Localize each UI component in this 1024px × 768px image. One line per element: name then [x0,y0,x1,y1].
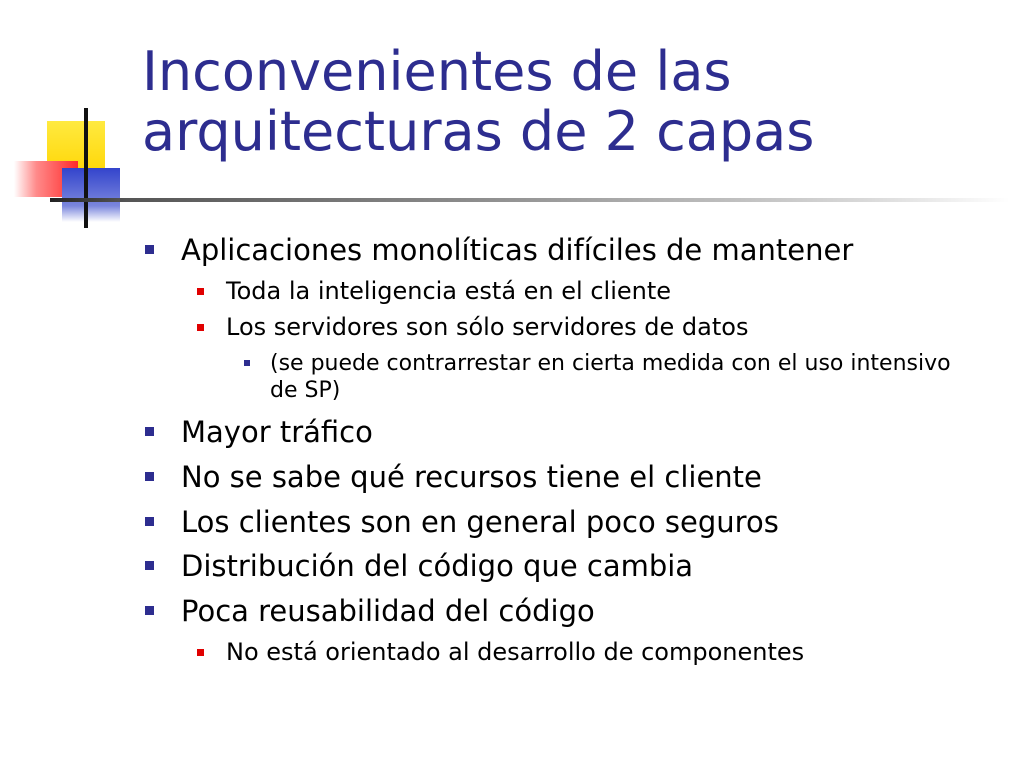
slide-title-line-1: Inconvenientes de las [142,40,732,103]
bullet-text: Mayor tráfico [181,415,373,449]
sub-bullet-text: No está orientado al desarrollo de componentes [226,638,805,666]
bullet-item [181,415,373,449]
bullet-item [181,460,762,494]
bullet-text: Aplicaciones monolíticas difíciles de mantener [181,233,854,267]
bullet-marker-square-icon [145,517,154,526]
bullet-marker-square-icon [145,561,154,570]
sub-bullet-item [226,313,748,341]
sub-sub-bullet-text: (se puede contrarrestar en cierta medida con el uso intensivo de SP) [270,351,951,403]
sub-bullet-marker-square-icon [197,324,204,331]
bullet-text: Poca reusabilidad del código [181,594,595,628]
bullet-text: Los clientes son en general poco seguros [181,505,779,539]
sub-sub-bullet-item [270,350,970,404]
bullet-item [181,594,595,628]
sub-bullet-text: Los servidores son sólo servidores de datos [226,313,749,341]
bullet-item [181,549,693,583]
sub-sub-bullet-marker-square-icon [244,360,250,366]
bullet-text: No se sabe qué recursos tiene el cliente [181,460,762,494]
sub-bullet-marker-square-icon [197,649,204,656]
sub-bullet-marker-square-icon [197,288,204,295]
slide-title-line-2: arquitecturas de 2 capas [142,100,815,163]
bullet-item [181,505,779,539]
sub-bullet-item [226,277,671,305]
bullet-marker-square-icon [145,427,154,436]
bullet-marker-square-icon [145,472,154,481]
sub-bullet-text: Toda la inteligencia está en el cliente [226,277,672,305]
bullet-item [181,233,853,267]
bullet-text: Distribución del código que cambia [181,549,694,583]
bullet-marker-square-icon [145,606,154,615]
sub-bullet-item [226,638,804,666]
bullet-marker-square-icon [145,245,154,254]
